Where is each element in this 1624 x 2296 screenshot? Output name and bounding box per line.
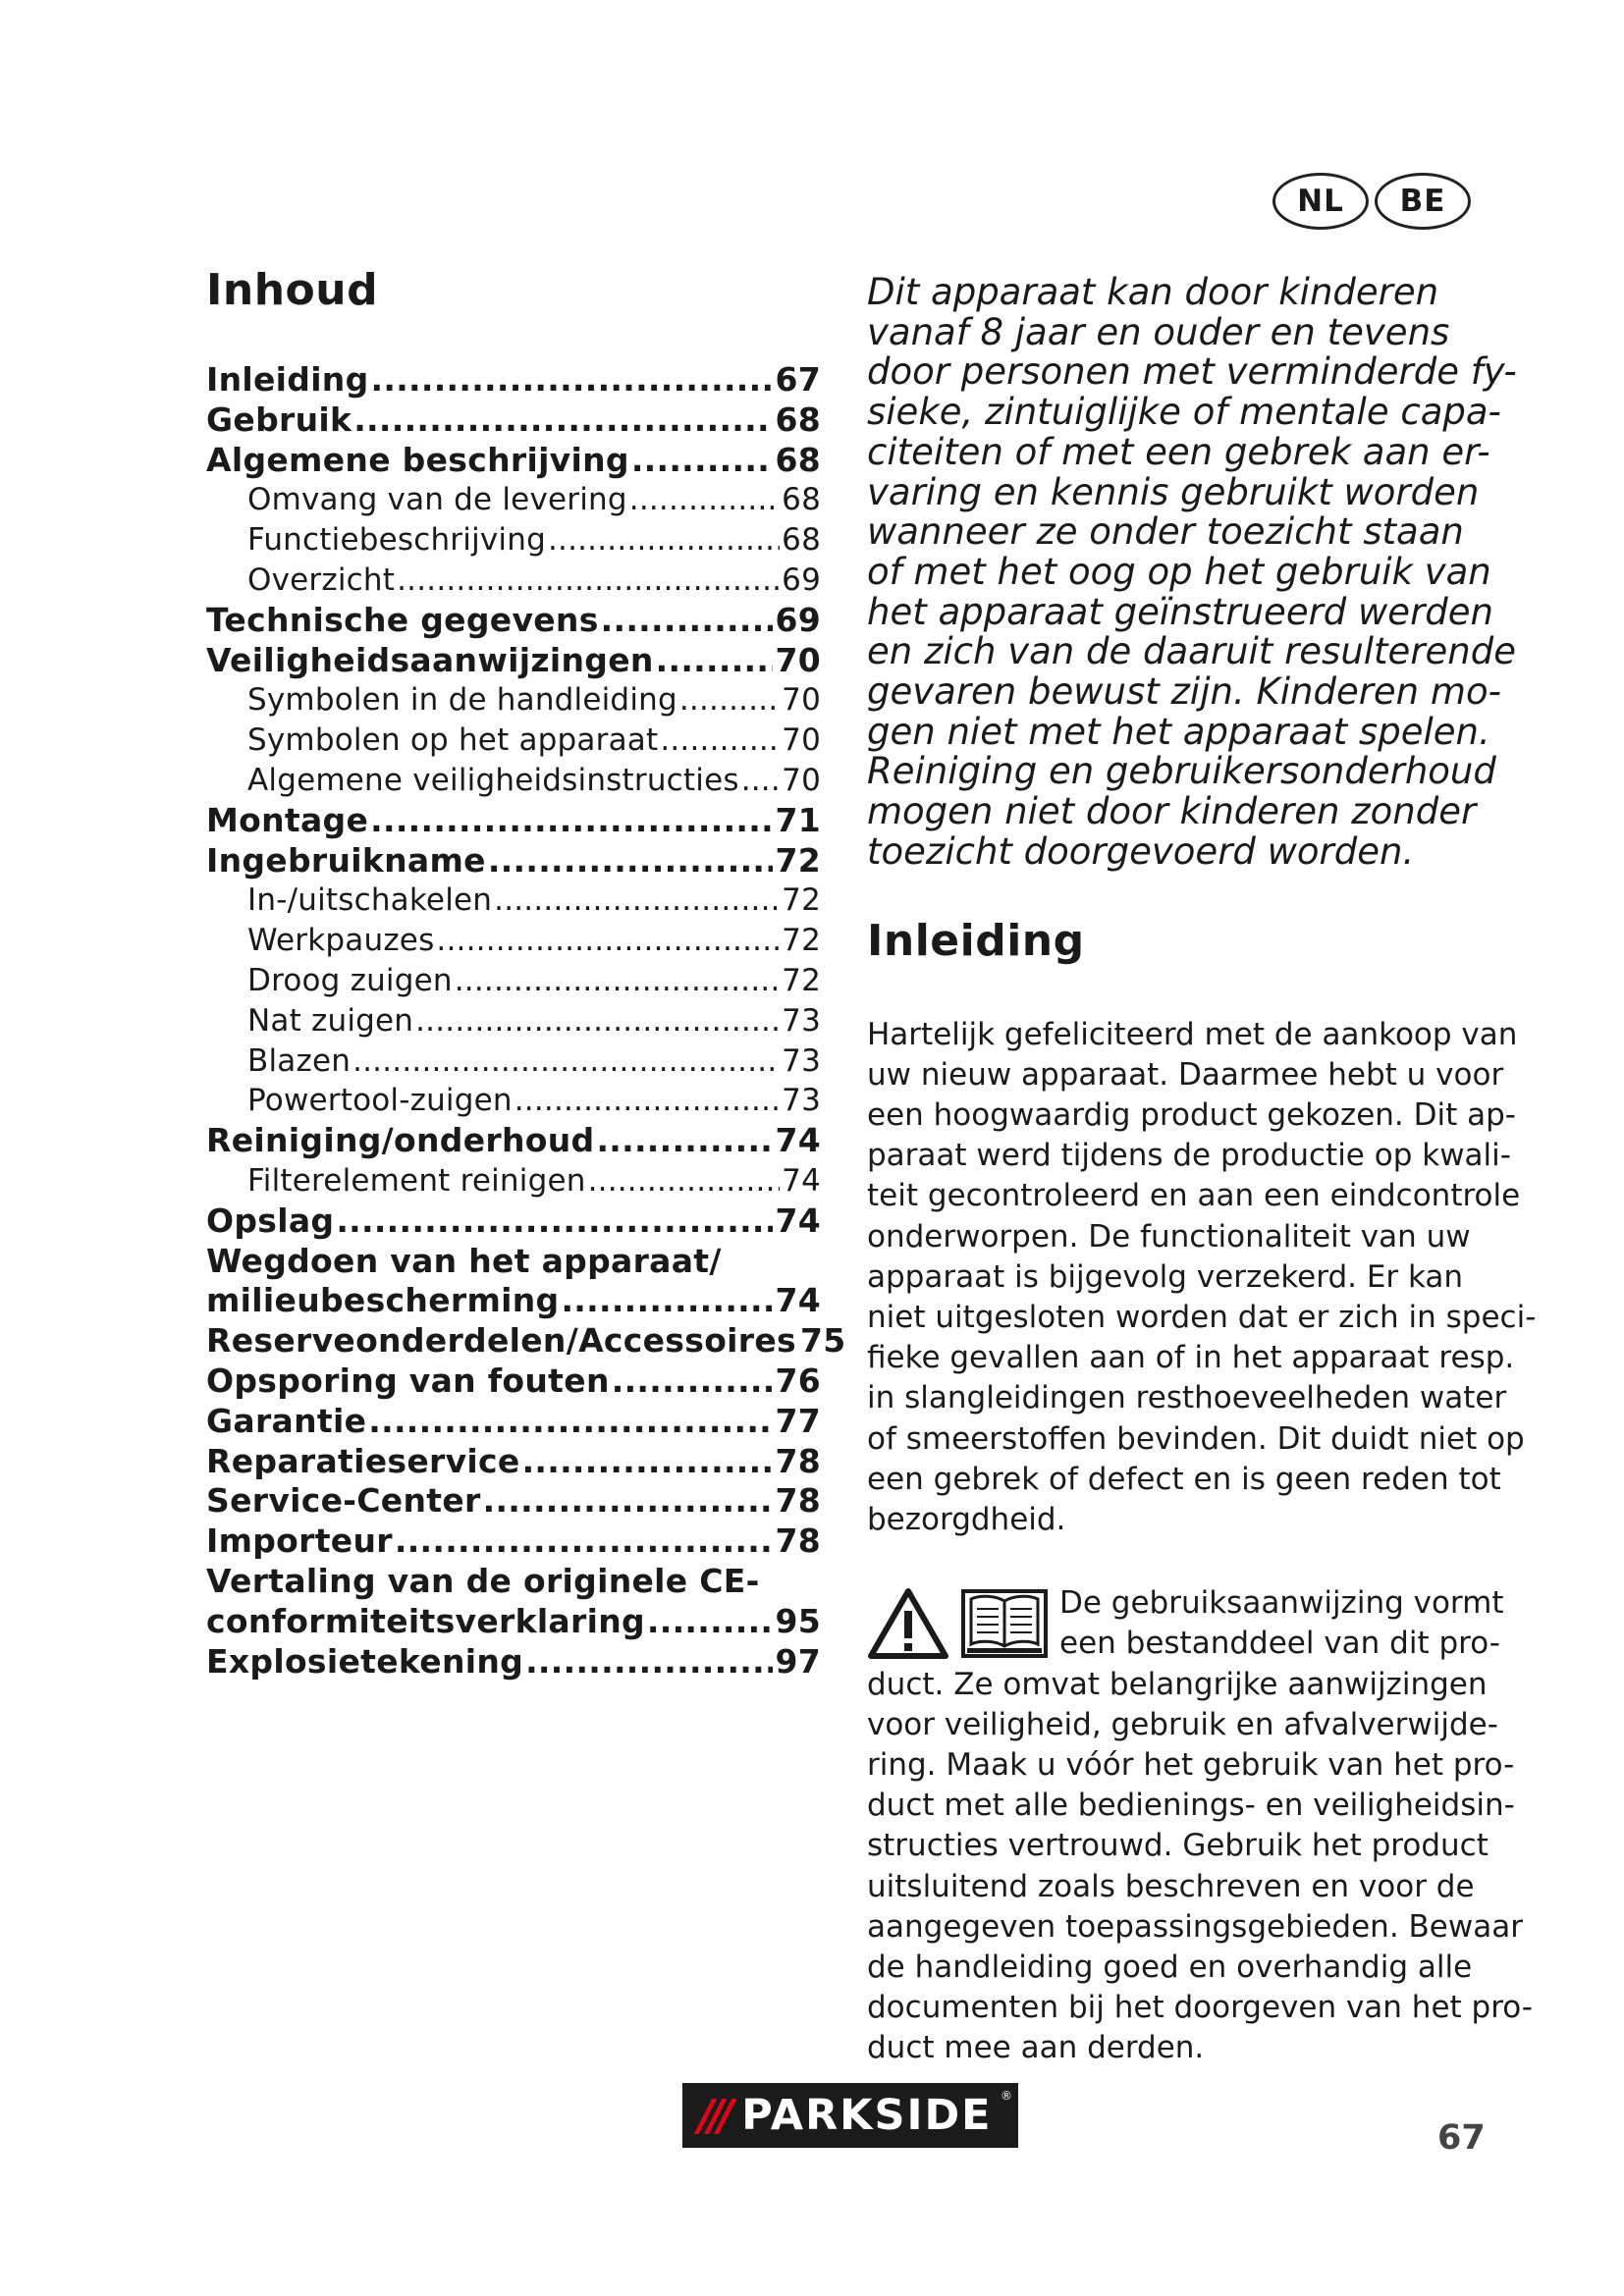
notice-line: de handleiding goed en overhandig alle xyxy=(867,1949,1473,1986)
manual-notice xyxy=(867,1583,1533,2068)
paragraph-line: paraat werd tijdens de productie op kwali- xyxy=(867,1138,1511,1174)
warning-line: vanaf 8 jaar en ouder en tevens xyxy=(867,310,1450,353)
toc-title: Inhoud xyxy=(206,265,379,315)
toc-leader-dots xyxy=(488,841,774,881)
toc-entry xyxy=(206,1522,821,1562)
warning-line: toezicht doorgevoerd worden. xyxy=(867,829,1415,873)
toc-leader-dots xyxy=(368,1402,773,1442)
toc-entry xyxy=(206,1201,821,1242)
right-column xyxy=(867,271,1537,2069)
toc-leader-dots xyxy=(336,1201,773,1242)
warning-line: door personen met verminderde fy- xyxy=(867,350,1517,394)
notice-icons xyxy=(867,1587,1050,1660)
toc-entry xyxy=(206,1362,821,1402)
toc-leader-dots xyxy=(647,1602,774,1642)
notice-line: structies vertrouwd. Gebruik het product xyxy=(867,1828,1489,1864)
toc-entry xyxy=(206,1281,821,1321)
warning-line: varing en kennis gebruikt worden xyxy=(867,470,1480,513)
toc-leader-dots xyxy=(494,881,780,921)
warning-line: wanneer ze onder toezicht staan xyxy=(867,510,1464,554)
toc-entry xyxy=(206,1481,821,1522)
toc-entry-label: Ingebruikname xyxy=(206,840,486,880)
toc-entry-page: 72 xyxy=(775,840,821,880)
toc-entry xyxy=(206,1001,821,1041)
toc-entry-label: In-/uitschakelen xyxy=(247,882,493,919)
toc-entry-label: Algemene beschrijving xyxy=(206,440,629,479)
notice-line: uitsluitend zoals beschreven en voor de xyxy=(867,1868,1475,1904)
toc-entry-page: 69 xyxy=(775,600,821,639)
warning-line: sieke, zintuiglijke of mentale capa- xyxy=(867,391,1501,434)
toc-entry-label: Filterelement reinigen xyxy=(247,1162,586,1199)
toc-entry-label: Service-Center xyxy=(206,1481,481,1521)
toc-entry xyxy=(206,761,821,801)
warning-line: gevaren bewust zijn. Kinderen mo- xyxy=(867,670,1501,714)
toc-leader-dots xyxy=(397,561,780,601)
toc-entry-label: Droog zuigen xyxy=(247,962,453,998)
toc-leader-dots xyxy=(596,1121,773,1161)
safety-warning-text xyxy=(867,271,1517,873)
toc-entry xyxy=(206,721,821,761)
toc-entry xyxy=(206,601,821,641)
inleiding-text xyxy=(867,1015,1537,1541)
toc-entry-label: Inleiding xyxy=(206,360,369,399)
toc-entry-page: 68 xyxy=(782,482,821,518)
notice-line: De gebruiksaanwijzing vormt xyxy=(1059,1585,1504,1622)
notice-line: duct met alle bedienings- en veiligheidsin- xyxy=(867,1788,1515,1824)
toc-entry-page: 70 xyxy=(775,640,821,679)
toc-leader-dots xyxy=(436,921,780,961)
toc-entry xyxy=(206,360,821,400)
paragraph-line: Hartelijk gefeliciteerd met de aankoop van xyxy=(867,1016,1518,1052)
toc-entry xyxy=(206,801,821,841)
toc-entry-label: Explosietekening xyxy=(206,1641,524,1681)
toc-entry xyxy=(206,1041,821,1082)
toc-entry xyxy=(206,1402,821,1442)
toc-entry xyxy=(206,680,821,721)
toc-entry-label: Importeur xyxy=(206,1522,393,1561)
toc-entry-label: milieubescherming xyxy=(206,1281,560,1320)
toc-entry xyxy=(206,921,821,961)
toc-entry xyxy=(206,1081,821,1121)
toc-entry-page: 68 xyxy=(782,522,821,559)
notice-line: duct mee aan derden. xyxy=(867,2030,1205,2066)
toc-leader-dots xyxy=(395,1522,774,1562)
toc-entry-page: 72 xyxy=(782,923,821,959)
page-number: 67 xyxy=(1437,2118,1486,2158)
toc-entry-page: 95 xyxy=(775,1601,821,1640)
notice-line: documenten bij het doorgeven van het pro- xyxy=(867,1990,1533,2026)
paragraph-line: niet uitgesloten worden dat er zich in speci- xyxy=(867,1299,1537,1335)
toc-entry-page: 68 xyxy=(775,440,821,479)
toc-leader-dots xyxy=(548,520,780,561)
toc-entry-page: 70 xyxy=(782,722,821,759)
toc-leader-dots xyxy=(660,721,780,761)
toc-entry-label: Symbolen op het apparaat xyxy=(247,722,659,759)
toc-leader-dots xyxy=(588,1161,781,1201)
toc-entry-page: 72 xyxy=(782,882,821,919)
notice-line: ring. Maak u vóór het gebruik van het pro- xyxy=(867,1747,1515,1783)
toc-entry-label: Vertaling van de originele CE- xyxy=(206,1561,760,1600)
paragraph-line: een hoogwaardig product gekozen. Dit ap- xyxy=(867,1096,1516,1133)
toc-entry xyxy=(206,561,821,601)
toc-entry-page: 67 xyxy=(775,360,821,399)
warning-line: citeiten of met een gebrek aan er- xyxy=(867,430,1490,473)
toc-entry-page: 97 xyxy=(775,1641,821,1681)
paragraph-line: in slangleidingen resthoeveelheden water xyxy=(867,1380,1507,1416)
warning-line: het apparaat geïnstrueerd werden xyxy=(867,590,1493,633)
toc-entry-page: 74 xyxy=(775,1281,821,1320)
warning-line: Reiniging en gebruikersonderhoud xyxy=(867,750,1496,793)
toc-entry-page: 78 xyxy=(775,1481,821,1521)
toc-leader-dots xyxy=(656,641,774,681)
toc-entry xyxy=(206,1321,846,1362)
toc-entry-label: Functiebeschrijving xyxy=(247,522,546,559)
toc-leader-dots xyxy=(483,1481,774,1522)
toc-entry-label: conformiteitsverklaring xyxy=(206,1601,645,1640)
toc-entry-label: Algemene veiligheidsinstructies xyxy=(247,762,739,798)
toc-entry-label: Overzicht xyxy=(247,561,396,598)
toc-entry-label: Opslag xyxy=(206,1201,335,1240)
toc-leader-dots xyxy=(415,1001,780,1041)
toc-rows xyxy=(206,360,846,1682)
toc-leader-dots xyxy=(561,1281,773,1321)
toc-leader-dots xyxy=(679,680,780,721)
toc-entry-page: 68 xyxy=(775,400,821,439)
section-title-inleiding: Inleiding xyxy=(867,915,1085,966)
toc-entry-page: 74 xyxy=(775,1201,821,1240)
toc-entry-label: Reiniging/onderhoud xyxy=(206,1121,595,1160)
warning-line: of met het oog op het gebruik van xyxy=(867,550,1491,593)
language-badge-be: BE xyxy=(1375,173,1471,230)
toc-entry xyxy=(206,1442,821,1482)
notice-line: een bestanddeel van dit pro- xyxy=(1059,1626,1500,1662)
open-book-icon xyxy=(959,1587,1050,1660)
toc-entry-label: Blazen xyxy=(247,1042,352,1079)
toc-entry-page: 73 xyxy=(782,1083,821,1119)
toc-leader-dots xyxy=(522,1442,774,1482)
logo-name: PARKSIDE xyxy=(741,2091,993,2140)
toc-entry xyxy=(206,441,821,481)
toc-leader-dots xyxy=(741,761,780,801)
toc-entry xyxy=(206,961,821,1001)
toc-entry-page: 76 xyxy=(775,1361,821,1400)
toc-entry-page: 70 xyxy=(782,762,821,798)
toc-entry-label: Reserveonderdelen/Accessoires xyxy=(206,1321,796,1361)
toc-entry-label: Opsporing van fouten xyxy=(206,1361,610,1400)
toc-entry-label: Reparatieservice xyxy=(206,1441,520,1480)
toc-entry-page: 70 xyxy=(782,682,821,719)
toc-entry xyxy=(206,1642,821,1682)
toc-entry-label: Montage xyxy=(206,800,369,839)
toc-entry-label: Symbolen in de handleiding xyxy=(247,682,677,719)
toc-entry-label: Wegdoen van het apparaat/ xyxy=(206,1241,722,1280)
toc-entry-page: 73 xyxy=(782,1002,821,1039)
language-badge-nl: NL xyxy=(1272,173,1369,230)
warning-line: en zich van de daaruit resulterende xyxy=(867,630,1516,673)
toc-leader-dots xyxy=(455,961,780,1001)
paragraph-line: bezorgdheid. xyxy=(867,1501,1066,1537)
toc-leader-dots xyxy=(631,441,774,481)
toc-entry-page: 77 xyxy=(775,1401,821,1440)
toc-leader-dots xyxy=(514,1081,780,1121)
parkside-logo xyxy=(682,2083,1018,2148)
table-of-contents xyxy=(206,265,846,1682)
toc-entry-label: Garantie xyxy=(206,1401,367,1440)
toc-entry-page: 73 xyxy=(782,1042,821,1079)
toc-entry-label: Veiligheidsaanwijzingen xyxy=(206,640,654,679)
toc-entry-label: Powertool-zuigen xyxy=(247,1083,513,1119)
notice-line: voor veiligheid, gebruik en afvalverwijde- xyxy=(867,1706,1498,1742)
warning-line: Dit apparaat kan door kinderen xyxy=(867,271,1439,313)
toc-entry xyxy=(206,400,821,441)
paragraph-line: fieke gevallen aan of in het apparaat resp. xyxy=(867,1340,1515,1376)
toc-leader-dots xyxy=(601,601,774,641)
paragraph-line: teit gecontroleerd en aan een eindcontrole xyxy=(867,1178,1521,1214)
paragraph-line: onderworpen. De functionaliteit van uw xyxy=(867,1218,1471,1255)
toc-leader-dots xyxy=(370,801,773,841)
warning-line: gen niet met het apparaat spelen. xyxy=(867,710,1490,753)
toc-entry xyxy=(206,520,821,561)
toc-entry xyxy=(206,881,821,921)
toc-entry-page: 72 xyxy=(782,962,821,998)
logo-registered-mark: ® xyxy=(1001,2089,1012,2103)
warning-triangle-icon xyxy=(867,1587,949,1660)
toc-entry-page: 78 xyxy=(775,1441,821,1480)
toc-leader-dots xyxy=(525,1642,773,1682)
paragraph-line: apparaat is bijgevolg verzekerd. Er kan xyxy=(867,1258,1464,1295)
paragraph-line: of smeerstoffen bevinden. Dit duidt niet op xyxy=(867,1420,1525,1457)
toc-entry-label: Werkpauzes xyxy=(247,923,435,959)
toc-entry-page: 69 xyxy=(782,561,821,598)
notice-line: duct. Ze omvat belangrijke aanwijzingen xyxy=(867,1666,1488,1702)
toc-entry xyxy=(206,1161,821,1201)
toc-entry xyxy=(206,1121,821,1161)
toc-entry xyxy=(206,841,821,881)
logo-slashes: /// xyxy=(698,2090,729,2141)
toc-entry xyxy=(206,480,821,520)
toc-entry-label: Technische gegevens xyxy=(206,600,599,639)
toc-entry xyxy=(206,641,821,681)
toc-entry-page: 74 xyxy=(775,1121,821,1160)
toc-entry-page: 78 xyxy=(775,1522,821,1561)
paragraph-line: een gebrek of defect en is geen reden tot xyxy=(867,1461,1501,1497)
toc-entry-label: Gebruik xyxy=(206,400,352,439)
toc-leader-dots xyxy=(629,480,780,520)
toc-leader-dots xyxy=(612,1362,774,1402)
toc-entry-page: 75 xyxy=(799,1321,846,1361)
toc-leader-dots xyxy=(352,1041,780,1082)
toc-leader-dots xyxy=(371,360,774,400)
toc-entry-label: Omvang van de levering xyxy=(247,482,627,518)
notice-line: aangegeven toepassingsgebieden. Bewaar xyxy=(867,1908,1523,1945)
toc-entry xyxy=(206,1602,821,1642)
toc-entry-label: Nat zuigen xyxy=(247,1002,414,1039)
toc-entry-page: 74 xyxy=(782,1162,821,1199)
toc-entry-page: 71 xyxy=(775,800,821,839)
paragraph-line: uw nieuw apparaat. Daarmee hebt u voor xyxy=(867,1056,1504,1093)
warning-line: mogen niet door kinderen zonder xyxy=(867,790,1477,833)
toc-leader-dots xyxy=(353,400,773,441)
language-badges xyxy=(1272,173,1471,230)
